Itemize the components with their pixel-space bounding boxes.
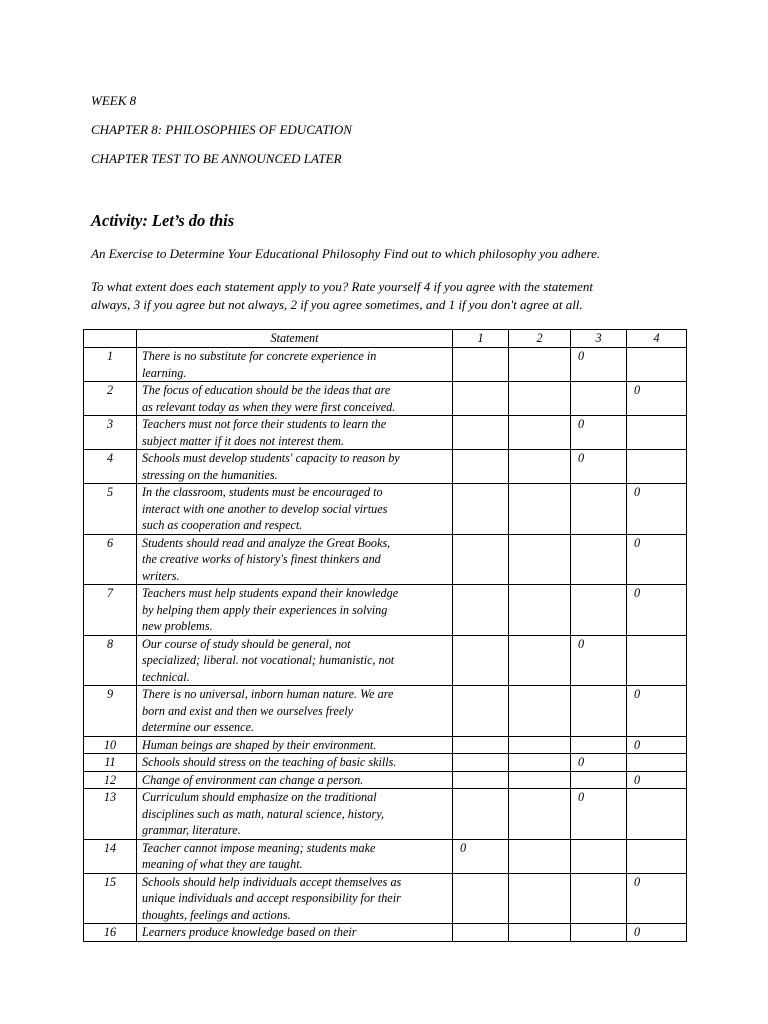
table-row bbox=[84, 348, 687, 382]
rating-2-cell bbox=[509, 635, 571, 686]
rating-3-cell: 0 bbox=[571, 450, 627, 484]
rating-4-cell bbox=[627, 635, 687, 686]
table-row bbox=[84, 924, 687, 942]
rating-2-cell bbox=[509, 534, 571, 585]
row-number: 10 bbox=[84, 736, 137, 754]
table-row bbox=[84, 450, 687, 484]
rating-4-cell: 0 bbox=[627, 585, 687, 636]
rating-4-cell bbox=[627, 789, 687, 840]
table-row bbox=[84, 416, 687, 450]
row-number: 7 bbox=[84, 585, 137, 636]
row-number: 6 bbox=[84, 534, 137, 585]
rating-1-cell bbox=[453, 789, 509, 840]
statement-text: Teacher cannot impose meaning; students make meaning of what they are taught. bbox=[137, 839, 453, 873]
statement-text: Teachers must help students expand their knowledge by helping them apply their experiences in solving new problems. bbox=[137, 585, 453, 636]
row-number: 4 bbox=[84, 450, 137, 484]
table-row bbox=[84, 686, 687, 737]
rating-1-cell bbox=[453, 450, 509, 484]
activity-title: Activity: Let’s do this bbox=[91, 211, 235, 230]
statement-text: Schools should stress on the teaching of basic skills. bbox=[137, 754, 453, 772]
rating-3-cell bbox=[571, 585, 627, 636]
rating-3-cell bbox=[571, 534, 627, 585]
statement-text: There is no substitute for concrete experience in learning. bbox=[137, 348, 453, 382]
rating-1-cell bbox=[453, 635, 509, 686]
header-cell-rating-2: 2 bbox=[509, 330, 571, 348]
statement-text: Human beings are shaped by their environment. bbox=[137, 736, 453, 754]
header-cell-rating-3: 3 bbox=[571, 330, 627, 348]
statement-text: There is no universal, inborn human nature. We are born and exist and then we ourselves freely determine our essence. bbox=[137, 686, 453, 737]
rating-4-cell: 0 bbox=[627, 534, 687, 585]
rating-2-cell bbox=[509, 771, 571, 789]
chapter-title: CHAPTER 8: PHILOSOPHIES OF EDUCATION bbox=[91, 122, 352, 137]
rating-2-cell bbox=[509, 450, 571, 484]
rating-4-cell bbox=[627, 839, 687, 873]
row-number: 12 bbox=[84, 771, 137, 789]
row-number: 2 bbox=[84, 382, 137, 416]
rating-3-cell: 0 bbox=[571, 416, 627, 450]
statement-text: Learners produce knowledge based on their bbox=[137, 924, 453, 942]
rating-1-cell bbox=[453, 585, 509, 636]
rating-4-cell bbox=[627, 450, 687, 484]
row-number: 9 bbox=[84, 686, 137, 737]
rating-2-cell bbox=[509, 924, 571, 942]
row-number: 15 bbox=[84, 873, 137, 924]
rating-1-cell bbox=[453, 534, 509, 585]
statement-text: Schools should help individuals accept themselves as unique individuals and accept responsibility for their thoughts, feelings and actions. bbox=[137, 873, 453, 924]
rating-2-cell bbox=[509, 686, 571, 737]
header-cell-number bbox=[84, 330, 137, 348]
rating-3-cell bbox=[571, 839, 627, 873]
row-number: 8 bbox=[84, 635, 137, 686]
rating-instructions-line-2: always, 3 if you agree but not always, 2 if you agree sometimes, and 1 if you don't agree at all. bbox=[91, 297, 583, 312]
statement-text: Change of environment can change a person. bbox=[137, 771, 453, 789]
rating-1-cell bbox=[453, 771, 509, 789]
rating-1-cell bbox=[453, 924, 509, 942]
rating-1-cell bbox=[453, 686, 509, 737]
rating-2-cell bbox=[509, 416, 571, 450]
rating-2-cell bbox=[509, 736, 571, 754]
chapter-test-note: CHAPTER TEST TO BE ANNOUNCED LATER bbox=[91, 151, 342, 166]
row-number: 16 bbox=[84, 924, 137, 942]
rating-4-cell: 0 bbox=[627, 382, 687, 416]
rating-4-cell: 0 bbox=[627, 924, 687, 942]
rating-1-cell bbox=[453, 736, 509, 754]
rating-3-cell: 0 bbox=[571, 789, 627, 840]
row-number: 14 bbox=[84, 839, 137, 873]
philosophy-rating-table bbox=[83, 329, 687, 942]
week-heading: WEEK 8 bbox=[91, 93, 137, 108]
rating-2-cell bbox=[509, 754, 571, 772]
rating-instructions-line-1: To what extent does each statement apply to you? Rate yourself 4 if you agree with the statement bbox=[91, 279, 593, 294]
rating-3-cell bbox=[571, 686, 627, 737]
rating-3-cell bbox=[571, 736, 627, 754]
row-number: 13 bbox=[84, 789, 137, 840]
rating-2-cell bbox=[509, 484, 571, 535]
rating-4-cell: 0 bbox=[627, 484, 687, 535]
rating-2-cell bbox=[509, 839, 571, 873]
statement-text: Students should read and analyze the Great Books, the creative works of history's finest thinkers and writers. bbox=[137, 534, 453, 585]
rating-2-cell bbox=[509, 873, 571, 924]
row-number: 11 bbox=[84, 754, 137, 772]
rating-3-cell bbox=[571, 924, 627, 942]
rating-1-cell bbox=[453, 873, 509, 924]
table-row bbox=[84, 754, 687, 772]
table-row bbox=[84, 484, 687, 535]
rating-1-cell bbox=[453, 348, 509, 382]
rating-4-cell: 0 bbox=[627, 736, 687, 754]
rating-2-cell bbox=[509, 348, 571, 382]
table-row bbox=[84, 382, 687, 416]
rating-1-cell bbox=[453, 754, 509, 772]
table-row bbox=[84, 839, 687, 873]
rating-4-cell: 0 bbox=[627, 686, 687, 737]
rating-4-cell bbox=[627, 348, 687, 382]
table-row bbox=[84, 771, 687, 789]
rating-3-cell bbox=[571, 771, 627, 789]
rating-4-cell bbox=[627, 754, 687, 772]
statement-text: Curriculum should emphasize on the traditional disciplines such as math, natural science, history, grammar, literature. bbox=[137, 789, 453, 840]
row-number: 3 bbox=[84, 416, 137, 450]
table-row bbox=[84, 873, 687, 924]
header-cell-statement: Statement bbox=[137, 330, 453, 348]
rating-4-cell: 0 bbox=[627, 771, 687, 789]
statement-text: Our course of study should be general, not specialized; liberal. not vocational; humanistic, not technical. bbox=[137, 635, 453, 686]
rating-2-cell bbox=[509, 382, 571, 416]
statement-text: In the classroom, students must be encouraged to interact with one another to develop social virtues such as cooperation and respect. bbox=[137, 484, 453, 535]
rating-3-cell: 0 bbox=[571, 348, 627, 382]
table-row bbox=[84, 789, 687, 840]
statement-text: The focus of education should be the ideas that are as relevant today as when they were first conceived. bbox=[137, 382, 453, 416]
rating-2-cell bbox=[509, 789, 571, 840]
statement-text: Teachers must not force their students to learn the subject matter if it does not interest them. bbox=[137, 416, 453, 450]
rating-4-cell bbox=[627, 416, 687, 450]
statement-text: Schools must develop students' capacity to reason by stressing on the humanities. bbox=[137, 450, 453, 484]
rating-1-cell bbox=[453, 416, 509, 450]
table-row bbox=[84, 736, 687, 754]
rating-1-cell: 0 bbox=[453, 839, 509, 873]
header-cell-rating-4: 4 bbox=[627, 330, 687, 348]
rating-3-cell bbox=[571, 873, 627, 924]
rating-3-cell bbox=[571, 382, 627, 416]
rating-2-cell bbox=[509, 585, 571, 636]
exercise-description: An Exercise to Determine Your Educational Philosophy Find out to which philosophy you adhere. bbox=[91, 246, 601, 261]
table-row bbox=[84, 585, 687, 636]
rating-3-cell bbox=[571, 484, 627, 535]
rating-1-cell bbox=[453, 484, 509, 535]
rating-1-cell bbox=[453, 382, 509, 416]
row-number: 5 bbox=[84, 484, 137, 535]
header-cell-rating-1: 1 bbox=[453, 330, 509, 348]
rating-3-cell: 0 bbox=[571, 635, 627, 686]
table-header-row bbox=[84, 330, 687, 348]
row-number: 1 bbox=[84, 348, 137, 382]
rating-3-cell: 0 bbox=[571, 754, 627, 772]
rating-4-cell: 0 bbox=[627, 873, 687, 924]
table-row bbox=[84, 635, 687, 686]
table-row bbox=[84, 534, 687, 585]
